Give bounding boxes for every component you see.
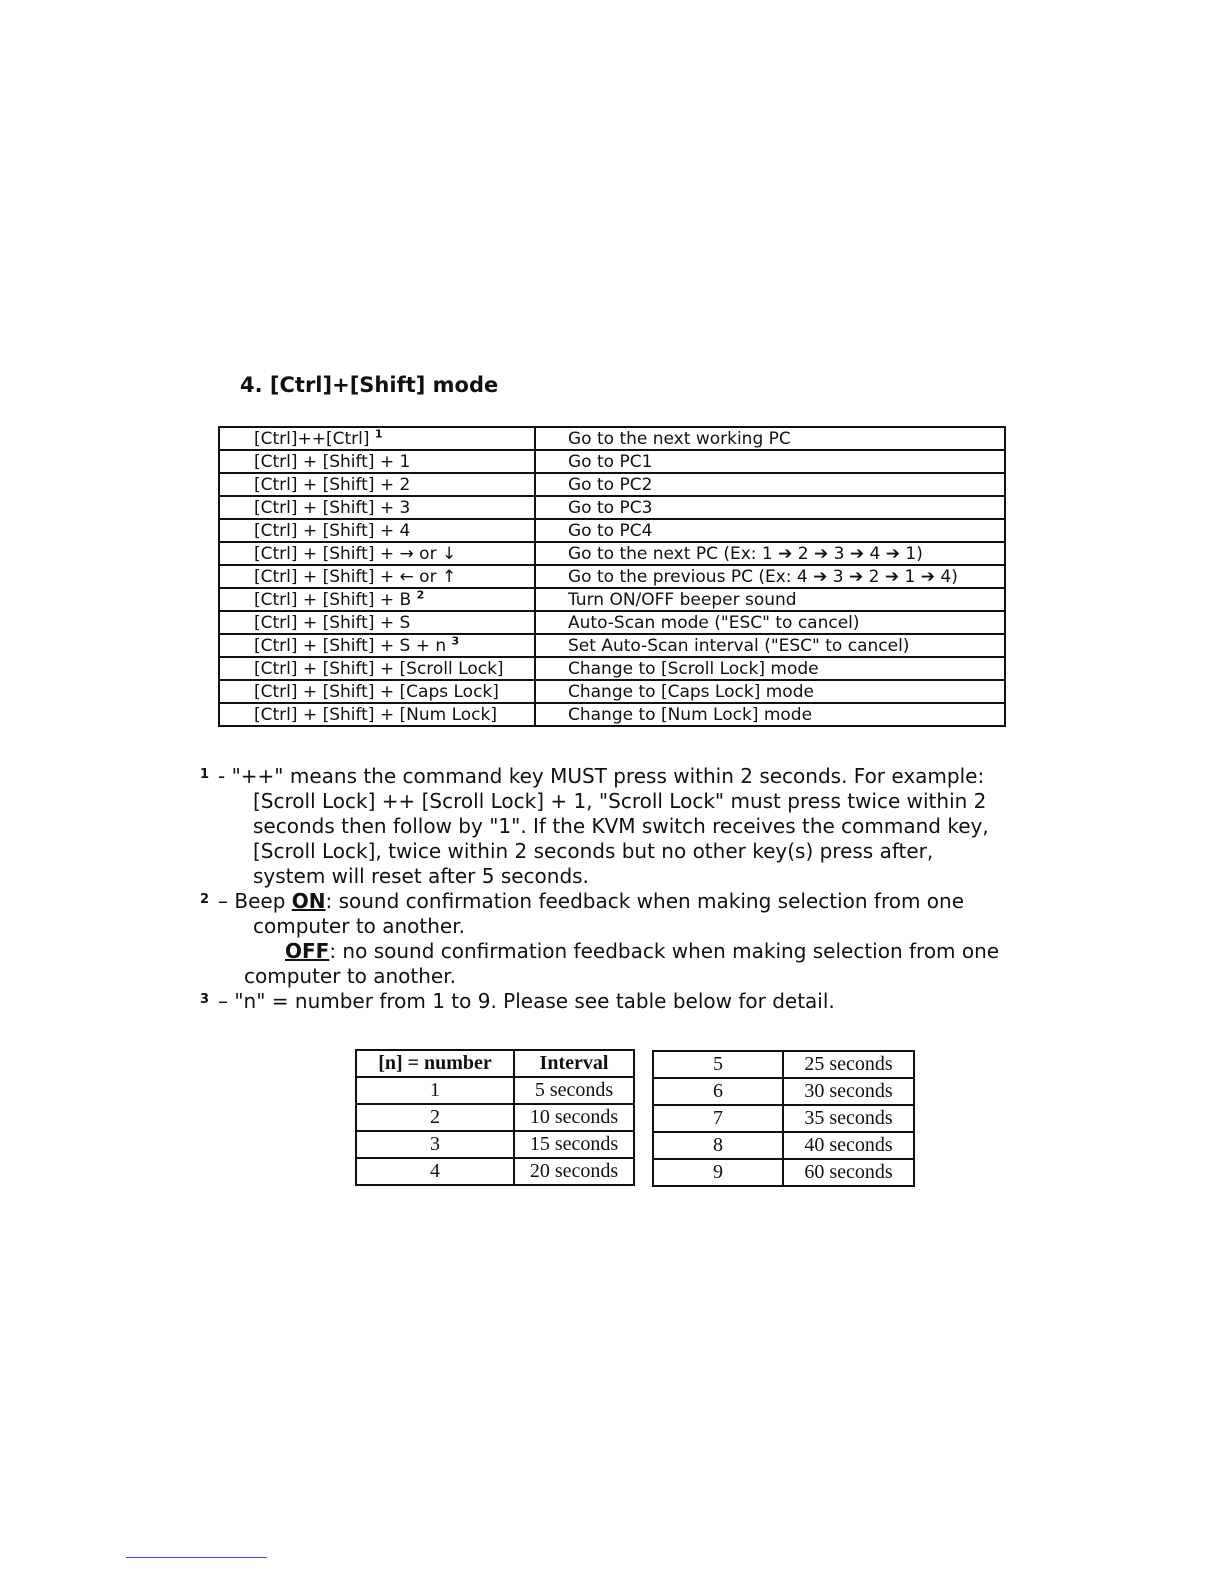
n-value: 7: [653, 1105, 783, 1132]
hotkey-combo-text: [Ctrl] + [Shift] + ← or ↑: [254, 566, 457, 587]
n-value: 5: [653, 1051, 783, 1078]
hotkey-description: Go to PC1: [535, 450, 1005, 473]
footnote-text: – Beep: [218, 889, 292, 913]
beep-off-label: OFF: [285, 939, 330, 963]
hotkey-combo-text: [Ctrl] + [Shift] + 3: [254, 497, 411, 518]
hotkey-combo-text: [Ctrl] + [Shift] + S: [254, 612, 411, 633]
table-row: [219, 519, 1005, 542]
footnote-text: computer to another.: [253, 914, 465, 938]
interval-row: [653, 1105, 914, 1132]
table-row: [219, 680, 1005, 703]
hotkey-combo: [219, 680, 535, 703]
interval-table-right: [652, 1050, 915, 1187]
hotkey-description: Go to PC4: [535, 519, 1005, 542]
hotkey-table: [218, 426, 1006, 727]
footnote-text: computer to another.: [244, 964, 456, 988]
section-heading: 4. [Ctrl]+[Shift] mode: [240, 373, 499, 397]
hotkey-combo: [219, 634, 535, 657]
interval-header-row: [356, 1050, 634, 1077]
hotkey-description: Go to PC2: [535, 473, 1005, 496]
hotkey-combo: [219, 496, 535, 519]
footnote-text: [Scroll Lock], twice within 2 seconds but no other key(s) press after,: [253, 839, 934, 863]
hotkey-description: Auto-Scan mode ("ESC" to cancel): [535, 611, 1005, 634]
interval-row: [356, 1104, 634, 1131]
footnote-3: [200, 989, 1040, 1014]
n-value: 4: [356, 1158, 514, 1185]
table-row: [219, 565, 1005, 588]
interval-value: 5 seconds: [514, 1077, 634, 1104]
table-row: [219, 473, 1005, 496]
hotkey-combo-text: [Ctrl] + [Shift] + [Caps Lock]: [254, 681, 499, 702]
interval-value: 35 seconds: [783, 1105, 914, 1132]
footnote-number: 2: [200, 892, 210, 907]
footnote-text: [Scroll Lock] ++ [Scroll Lock] + 1, "Scroll Lock" must press twice within 2: [253, 789, 987, 813]
hotkey-combo-text: [Ctrl] + [Shift] + S + n: [254, 635, 447, 656]
table-row: [219, 611, 1005, 634]
hotkey-combo: [219, 703, 535, 726]
footnote-ref: 1: [374, 426, 383, 440]
interval-value: 40 seconds: [783, 1132, 914, 1159]
interval-row: [653, 1078, 914, 1105]
hotkey-combo: [219, 611, 535, 634]
table-row: [219, 588, 1005, 611]
footnote-ref: 3: [451, 633, 460, 647]
n-value: 9: [653, 1159, 783, 1186]
footnote-text: : sound confirmation feedback when making selection from one: [325, 889, 965, 913]
footnote-text: - "++" means the command key MUST press within 2 seconds. For example:: [218, 764, 985, 788]
hotkey-description: Go to PC3: [535, 496, 1005, 519]
interval-value: 20 seconds: [514, 1158, 634, 1185]
interval-table-left: [355, 1049, 635, 1186]
n-value: 3: [356, 1131, 514, 1158]
interval-row: [356, 1077, 634, 1104]
hotkey-description: Change to [Scroll Lock] mode: [535, 657, 1005, 680]
hotkey-combo-text: [Ctrl] + [Shift] + 2: [254, 474, 411, 495]
hotkey-combo: [219, 519, 535, 542]
n-value: 2: [356, 1104, 514, 1131]
n-number-header: [n] = number: [356, 1050, 514, 1077]
interval-row: [653, 1159, 914, 1186]
table-row: [219, 703, 1005, 726]
n-value: 6: [653, 1078, 783, 1105]
footnote-2: [200, 889, 1040, 989]
hotkey-combo-text: [Ctrl] + [Shift] + [Num Lock]: [254, 704, 498, 725]
table-row: [219, 450, 1005, 473]
footnote-number: 1: [200, 767, 210, 782]
hotkey-combo-text: [Ctrl] + [Shift] + [Scroll Lock]: [254, 658, 504, 679]
table-row: [219, 496, 1005, 519]
table-row: [219, 634, 1005, 657]
hotkey-description: Change to [Caps Lock] mode: [535, 680, 1005, 703]
hotkey-description: Go to the next PC (Ex: 1 ➔ 2 ➔ 3 ➔ 4 ➔ 1): [535, 542, 1005, 565]
hotkey-combo: [219, 565, 535, 588]
hotkey-combo-text: [Ctrl] + [Shift] + 4: [254, 520, 411, 541]
hotkey-description: Change to [Num Lock] mode: [535, 703, 1005, 726]
interval-value: 30 seconds: [783, 1078, 914, 1105]
hotkey-description: Turn ON/OFF beeper sound: [535, 588, 1005, 611]
beep-on-label: ON: [291, 889, 326, 913]
interval-value: 60 seconds: [783, 1159, 914, 1186]
hotkey-description: Set Auto-Scan interval ("ESC" to cancel): [535, 634, 1005, 657]
hotkey-description: Go to the previous PC (Ex: 4 ➔ 3 ➔ 2 ➔ 1 ➔ 4): [535, 565, 1005, 588]
hotkey-combo: [219, 450, 535, 473]
footnote-text: system will reset after 5 seconds.: [253, 864, 589, 888]
hotkey-combo: [219, 427, 535, 450]
hotkey-combo-text: [Ctrl] + [Shift] + → or ↓: [254, 543, 457, 564]
n-value: 1: [356, 1077, 514, 1104]
hotkey-combo-text: [Ctrl]++[Ctrl]: [254, 428, 370, 449]
footnote-text: seconds then follow by "1". If the KVM switch receives the command key,: [253, 814, 989, 838]
hotkey-combo: [219, 588, 535, 611]
footnotes: [200, 764, 1040, 1014]
interval-value: 15 seconds: [514, 1131, 634, 1158]
interval-row: [653, 1051, 914, 1078]
hotkey-combo-text: [Ctrl] + [Shift] + B: [254, 589, 412, 610]
hotkey-combo-text: [Ctrl] + [Shift] + 1: [254, 451, 411, 472]
hotkey-combo: [219, 657, 535, 680]
footnote-text: : no sound confirmation feedback when making selection from one: [329, 939, 1000, 963]
table-row: [219, 657, 1005, 680]
hotkey-combo: [219, 542, 535, 565]
footnote-number: 3: [200, 992, 210, 1007]
interval-value: 25 seconds: [783, 1051, 914, 1078]
interval-header: Interval: [514, 1050, 634, 1077]
footnote-text: – "n" = number from 1 to 9. Please see table below for detail.: [218, 989, 835, 1013]
footnote-1: [200, 764, 1040, 889]
n-value: 8: [653, 1132, 783, 1159]
table-row: [219, 427, 1005, 450]
interval-value: 10 seconds: [514, 1104, 634, 1131]
interval-row: [653, 1132, 914, 1159]
footnote-ref: 2: [416, 587, 425, 601]
interval-row: [356, 1158, 634, 1185]
interval-row: [356, 1131, 634, 1158]
hotkey-combo: [219, 473, 535, 496]
footer-divider: [126, 1557, 267, 1558]
hotkey-description: Go to the next working PC: [535, 427, 1005, 450]
table-row: [219, 542, 1005, 565]
